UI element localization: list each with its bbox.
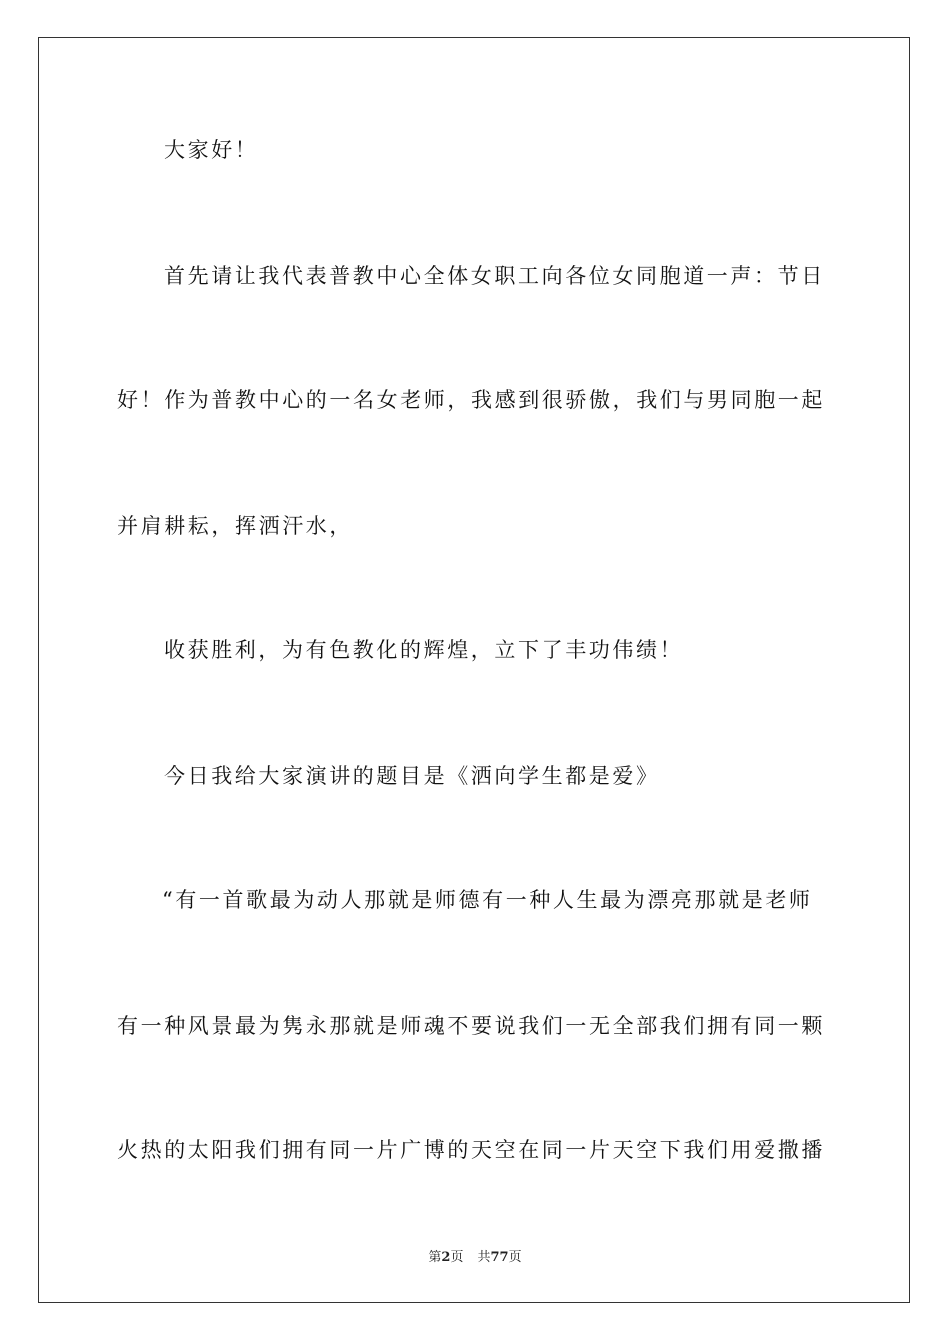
text-line-6: 今日我给大家演讲的题目是《洒向学生都是爱》	[164, 764, 660, 788]
page-border	[38, 37, 910, 1303]
footer-page-number: 2	[441, 1250, 451, 1265]
footer-total-prefix: 共	[477, 1250, 491, 1265]
text-line-3: 好！作为普教中心的一名女老师，我感到很骄傲，我们与男同胞一起	[117, 388, 825, 412]
text-line-2: 首先请让我代表普教中心全体女职工向各位女同胞道一声：节日	[164, 264, 825, 288]
footer-total-suffix: 页	[508, 1250, 522, 1265]
text-line-9: 火热的太阳我们拥有同一片广博的天空在同一片天空下我们用爱撒播	[117, 1138, 825, 1162]
text-line-8: 有一种风景最为隽永那就是师魂不要说我们一无全部我们拥有同一颗	[117, 1014, 825, 1038]
text-line-1: 大家好！	[164, 138, 259, 162]
text-line-7: “有一首歌最为动人那就是师德有一种人生最为漂亮那就是老师	[162, 888, 813, 912]
page-footer	[0, 1246, 950, 1265]
footer-page-prefix: 第	[428, 1250, 442, 1265]
text-line-5: 收获胜利，为有色教化的辉煌，立下了丰功伟绩！	[164, 638, 684, 662]
footer-page-suffix: 页	[450, 1250, 464, 1265]
text-line-4: 并肩耕耘，挥洒汗水，	[117, 514, 353, 538]
footer-total-pages: 77	[490, 1250, 509, 1265]
